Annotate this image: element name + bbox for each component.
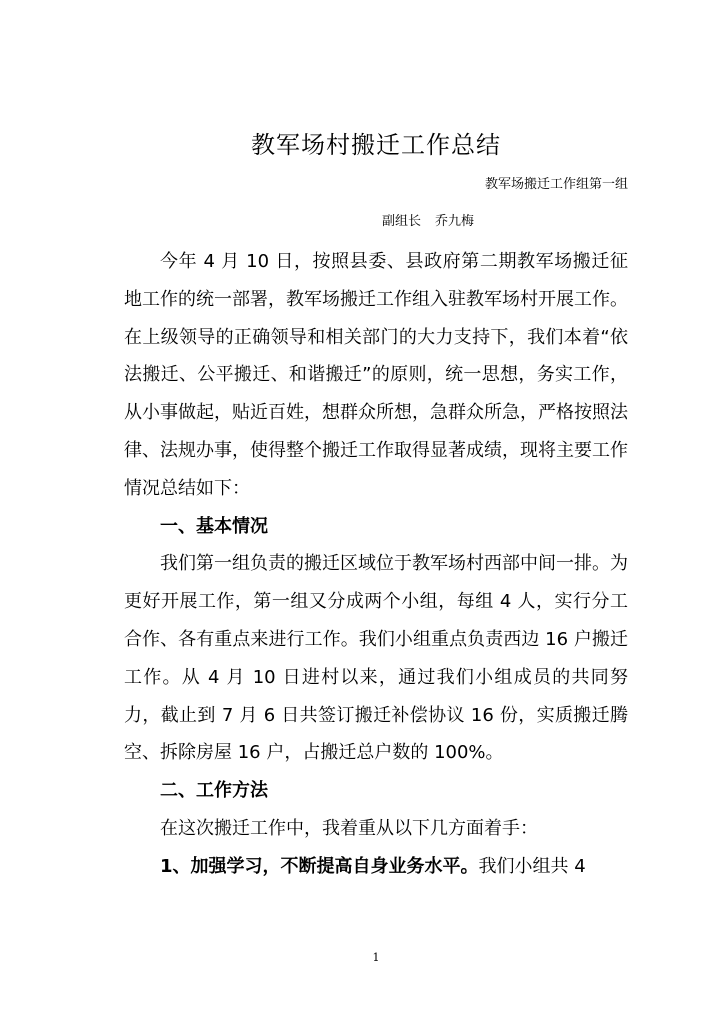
section-heading-basic-situation: 一、基本情况 [160,515,268,537]
author-role: 副组长 [382,214,422,229]
paragraph-work-methods-intro: 在这次搬迁工作中，我着重从以下几方面着手： [160,817,538,839]
org-line: 教军场搬迁工作组第一组 [484,177,628,192]
paragraph-intro: 今年 4 月 10 日，按照县委、县政府第二期教军场搬迁征地工作的统一部署，教军场搬迁工作组入驻教军场村开展工作。在上级领导的正确领导和相关部门的大力支持下，我们本着“依法搬迁、公平搬迁、和谐搬迁”的原则，统一思想，务实工作，从小事做起，贴近百姓，想群众所想，急群众所急，严格按照法律、法规办事，使得整个搬迁工作取得显著成绩，现将主要工作情况总结如下： [124,251,628,499]
document-title: 教军场村搬迁工作总结 [251,131,501,159]
document-body [124,243,628,886]
page-number: 1 [372,951,380,964]
paragraph-method-1 [124,848,628,886]
paragraph-basic-situation: 我们第一组负责的搬迁区域位于教军场村西部中间一排。为更好开展工作，第一组又分成两个小组，每组 4 人，实行分工合作、各有重点来进行工作。我们小组重点负责西边 16 户搬迁工作。从 4 月 10 日进村以来，通过我们小组成员的共同努力，截止到 7 月 6 日共签订搬迁补偿协议 16 份，实质搬迁腾空、拆除房屋 16 户，占搬迁总户数的 100%。 [124,553,628,764]
method-1-text: 我们小组共 4 [478,855,586,877]
method-1-heading: 1、加强学习，不断提高自身业务水平。 [160,855,479,877]
author-name: 乔九梅 [435,214,475,229]
section-heading-work-methods: 二、工作方法 [160,780,268,802]
author-line [382,212,474,232]
